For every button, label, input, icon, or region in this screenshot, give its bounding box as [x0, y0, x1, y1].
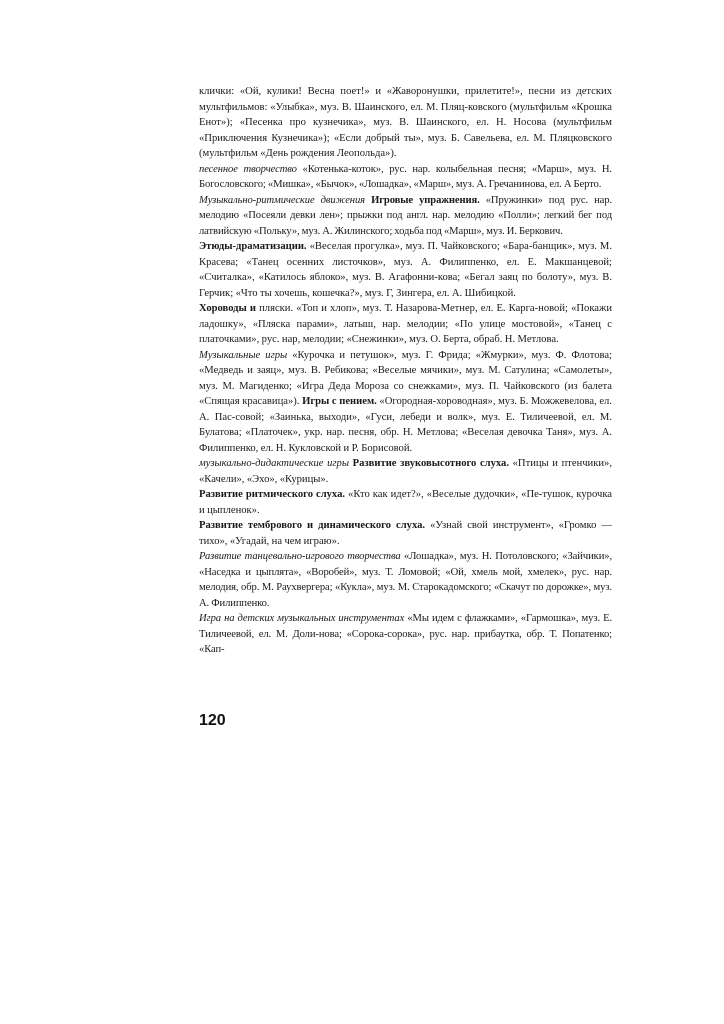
section-heading-italic: Музыкально-ритмические движения: [199, 194, 365, 206]
text-run: «Котенька-коток», рус. нар. колыбельная песня; «Марш», муз. Н. Богословского; «Мишка», «Бычок», «Лошадка», «Марш», муз. А. Гречанинова, ел. А Берто.: [199, 163, 612, 190]
paragraph-dance-creativity: [199, 549, 612, 611]
paragraph-songs-intro: [199, 84, 612, 162]
text-run: «Кто как идет?», «Веселые дудочки», «Пе-тушок, курочка и цыпленок».: [199, 489, 613, 516]
paragraph-musical-games: [199, 348, 612, 457]
paragraph-timbre-hearing: [199, 518, 612, 549]
text-run: клички: «Ой, кулики! Весна поет!» и «Жаворонушки, прилетите!», песни из детских мультфильмов: «Улыбка», муз. В. Шаинского, ел. М. Пляц-ковского (мультфильм «Крошка Енот»); «Песенка про кузнечика», муз. В. Шаинского, ел. Н. Носова (мультфильм «Приключения Кузнечика»); «Если добрый ты», муз. Б. Савельева, ел. М. Пляцковского (мультфильм «День рождения Леопольда»).: [199, 86, 612, 159]
subheading-bold: Хороводы и: [199, 303, 257, 314]
section-heading-italic: Музыкальные игры: [199, 349, 288, 361]
subheading-bold: Развитие ритмического слуха.: [199, 489, 346, 500]
page-number: 120: [199, 712, 226, 729]
paragraph-round-dances: [199, 301, 612, 348]
subheading-bold: Развитие звуковысотного слуха.: [352, 458, 509, 469]
subheading-bold: Этюды-драматизации.: [199, 241, 307, 252]
section-heading-italic: Игра на детских музыкальных инструментах: [199, 613, 405, 624]
text-run: «Узнай свой инструмент», «Громко — тихо», «Угадай, на чем играю».: [199, 520, 613, 547]
text-run: пляски. «Топ и хлоп», муз. Т. Назарова-Метнер, ел. Е. Карга-новой; «Покажи ладошку», «Пляска парами», латыш, нар. мелодии; «По улице мостовой», «Танец с платочками», рус. нар, мелодии; «Снежинки», муз. О. Берта, обраб. Н. Метлова.: [199, 303, 612, 345]
paragraph-song-creativity: [199, 162, 612, 193]
text-run: «Огородная-хороводная», муз. Б. Можжевелова, ел. А. Пас-совой; «Заинька, выходи», «Гуси, лебеди и волк», муз. Е. Тиличеевой, ел. М. Булатова; «Платочек», укр. нар. песня, обр. Н. Метлова; «Веселая девочка Таня», муз. А. Филиппенко, ел. Н. Кукловской и Р. Борисовой.: [199, 396, 612, 454]
paragraph-didactic-games: [199, 456, 612, 487]
text-run: «Веселая прогулка», муз. П. Чайковского; «Бара-банщик», муз. М. Красева; «Танец осенних листочков», муз. А. Филиппенко, ел. Е. Макшанцевой; «Считалка», «Катилось яблоко», муз. В. Агафонни-кова; «Бегал заяц по болоту», муз. В. Герчик; «Что ты хочешь, кошечка?», муз. Г, Зингера, ел. А. Шибицкой.: [199, 241, 612, 299]
section-heading-italic: музыкально-дидактические игры: [199, 458, 350, 469]
text-run: «Птицы и птенчики», «Качели», «Эхо», «Курицы».: [199, 458, 612, 485]
text-run: «Лошадка», муз. Н. Потоловского; «Зайчики», «Наседка и цыплята», «Воробей», муз. Т. Ломовой; «Ой, хмель мой, хмелек», рус. нар. мелодия, обр. М. Раухвергера; «Кукла», муз. М. Старокадомского; «Скачут по дорожке», муз. А. Филиппенко.: [199, 551, 613, 609]
page-body: [199, 84, 612, 658]
section-heading-italic: песенное творчество: [199, 163, 297, 175]
paragraph-rhythmic-hearing: [199, 487, 612, 518]
subheading-bold: Игровые упражнения.: [371, 194, 480, 206]
paragraph-instruments: [199, 611, 612, 658]
subheading-bold: Развитие тембрового и динамического слуха.: [199, 520, 426, 531]
paragraph-musical-rhythmic: [199, 193, 612, 240]
section-heading-italic: Развитие танцевально-игрового творчества: [199, 551, 401, 562]
text-run: «Пружинки» под рус. нар. мелодию «Посеяли девки лен»; прыжки под англ. нар. мелодию «Полли»; легкий бег под латвийскую «Польку», муз. А. Жилинского; ходьба под «Марш», муз. И. Беркович.: [199, 194, 612, 237]
text-run: «Мы идем с флажками», «Гармошка», муз. Е. Тиличеевой, ел. М. Доли-нова; «Сорока-сорока», рус. нар. прибаутка, обр. Т. Попатенко; «Кап-: [199, 613, 612, 655]
subheading-bold: Игры с пением.: [302, 396, 377, 407]
paragraph-etudes: [199, 239, 612, 301]
text-run: «Курочка и петушок», муз. Г. Фрида; «Жмурки», муз. Ф. Флотова; «Медведь и заяц», муз. В. Ребикова; «Веселые мячики», муз. М. Сатулина; «Самолеты», муз. М. Магиденко; «Игра Деда Мороза со снежками», муз. П. Чайковского (из балета «Спящая красавица»).: [199, 349, 613, 407]
